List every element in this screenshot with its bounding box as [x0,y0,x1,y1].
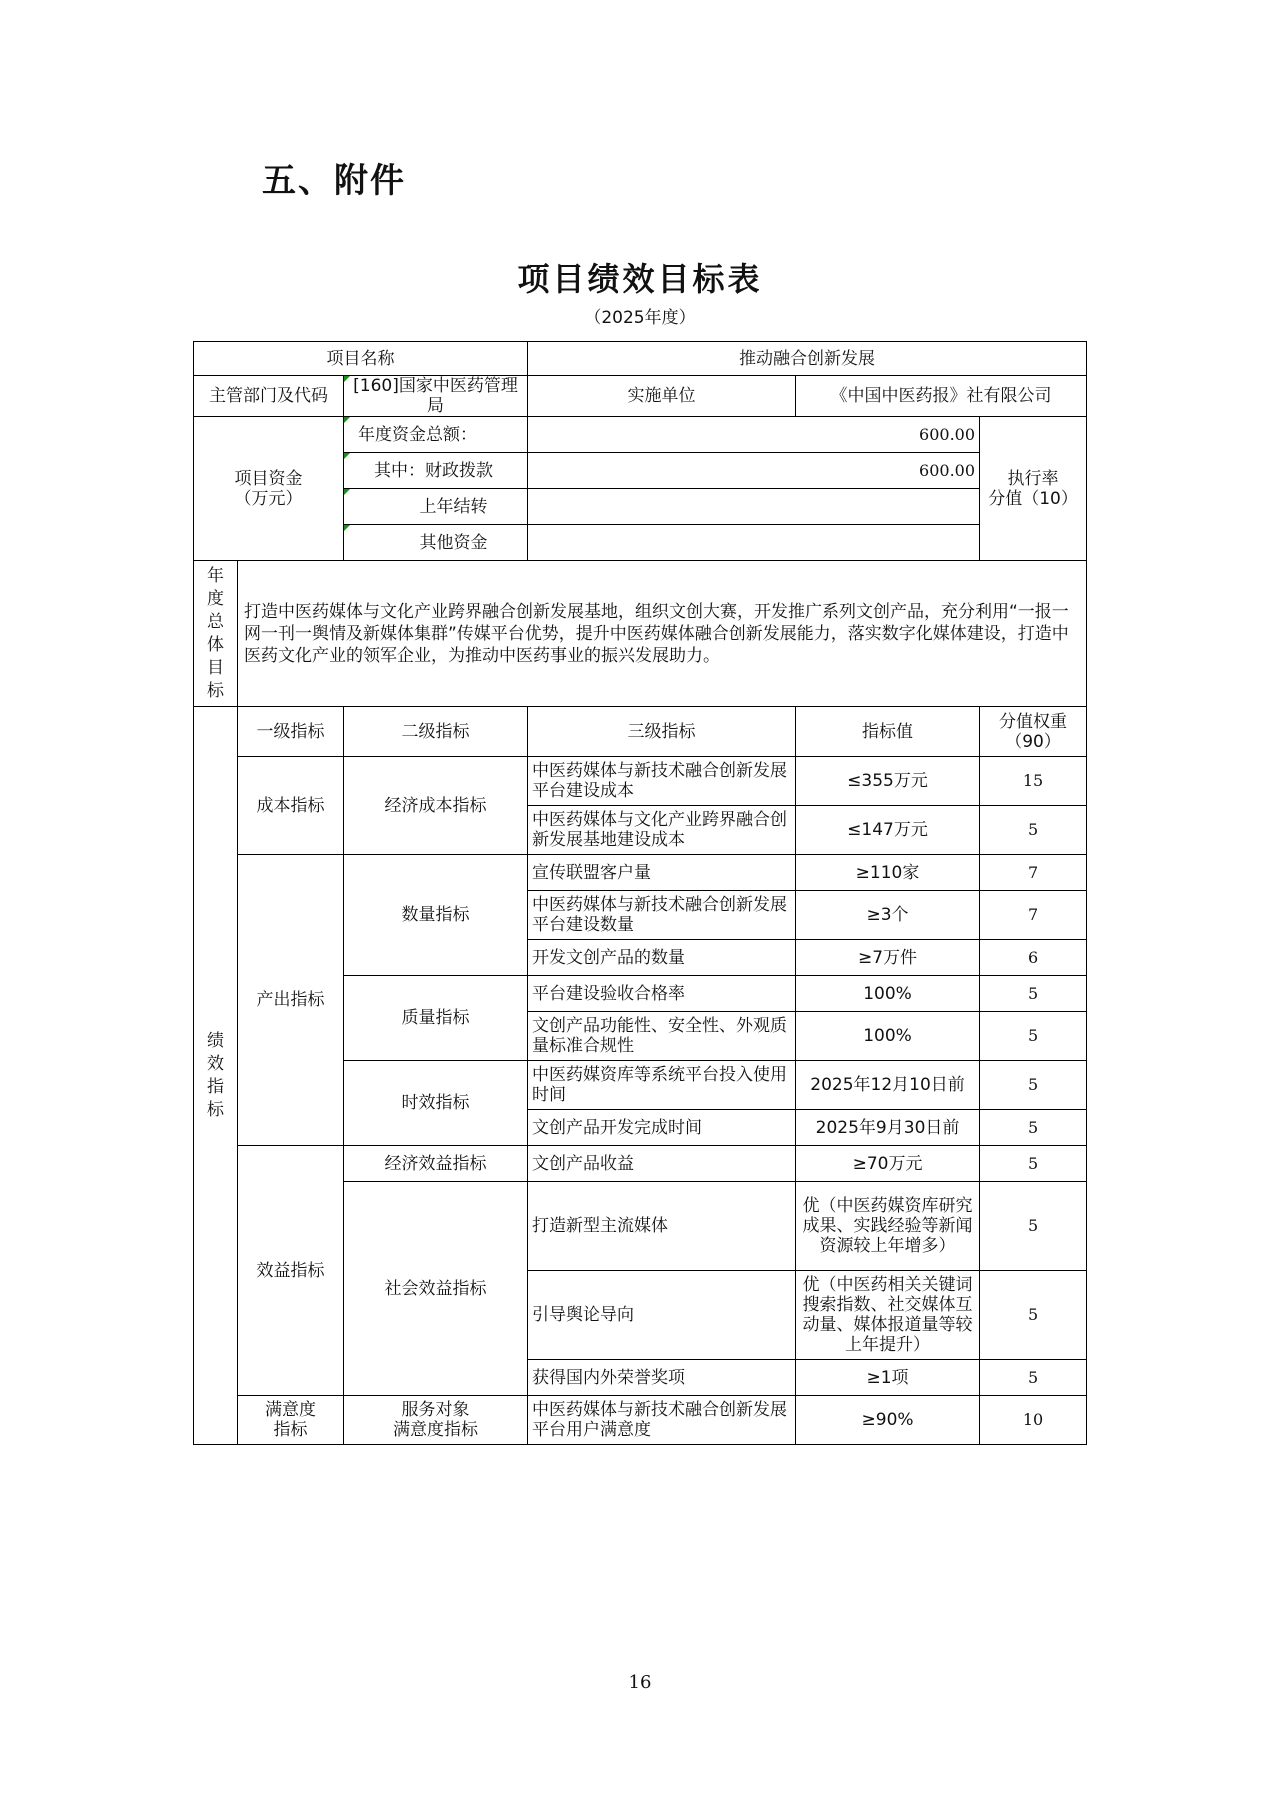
group-cost: 成本指标 [238,757,344,855]
table-row [194,757,1087,806]
header-value: 指标值 [796,707,980,757]
indicator-name: 中医药媒体与新技术融合创新发展平台建设成本 [528,757,796,806]
indicator-score: 15 [980,757,1087,806]
indicator-value: ≥1项 [796,1360,980,1396]
indicator-value: ≥90% [796,1396,980,1445]
group-satisfaction-line2: 指标 [273,1420,308,1440]
indicator-score: 5 [980,1012,1087,1061]
section-heading: 五、附件 [262,161,406,201]
indicator-score: 5 [980,1360,1087,1396]
annual-goal-label-char: 体 [207,634,224,655]
execution-rate-score [980,417,1087,561]
indicator-header-row [194,707,1087,757]
indicator-score: 5 [980,1061,1087,1110]
table-subtitle: （2025年度） [584,308,696,328]
project-name-label: 项目名称 [194,342,528,376]
performance-indicators-char: 绩 [207,1030,224,1051]
indicator-name: 获得国内外荣誉奖项 [528,1360,796,1396]
indicator-name: 开发文创产品的数量 [528,940,796,976]
header-level3: 三级指标 [528,707,796,757]
group-satisfaction [238,1396,344,1445]
indicator-value: ≥70万元 [796,1146,980,1182]
total-funds-value: 600.00 [528,417,980,453]
performance-indicators-char: 指 [207,1076,224,1097]
indicator-score: 7 [980,891,1087,940]
subgroup-quality: 质量指标 [344,976,528,1061]
indicator-value: 2025年9月30日前 [796,1110,980,1146]
group-benefit: 效益指标 [238,1146,344,1396]
indicator-score: 5 [980,1146,1087,1182]
indicator-value: ≥3个 [796,891,980,940]
indicator-value: 100% [796,1012,980,1061]
implementing-unit-value: 《中国中医药报》社有限公司 [796,376,1087,417]
indicator-name: 宣传联盟客户量 [528,855,796,891]
subgroup-service-line1: 服务对象 [401,1400,470,1420]
implementing-unit-label: 实施单位 [528,376,796,417]
department-value: [160]国家中医药管理局 [344,376,528,417]
indicator-value: 2025年12月10日前 [796,1061,980,1110]
indicator-value: ≤147万元 [796,806,980,855]
other-funds-value [528,525,980,561]
subgroup-quantity: 数量指标 [344,855,528,976]
indicator-value: 优（中医药媒资库研究成果、实践经验等新闻资源较上年增多） [796,1182,980,1271]
indicator-name: 中医药媒资库等系统平台投入使用时间 [528,1061,796,1110]
subgroup-service-line2: 满意度指标 [393,1420,479,1440]
page-number: 16 [628,1672,652,1693]
project-name-value: 推动融合创新发展 [528,342,1087,376]
performance-target-table [193,341,1087,1445]
header-weight-line1: 分值权重 [999,711,1068,732]
indicator-name: 打造新型主流媒体 [528,1182,796,1271]
header-weight [980,707,1087,757]
subgroup-timeliness: 时效指标 [344,1061,528,1146]
department-row [194,376,1087,417]
indicator-score: 10 [980,1396,1087,1445]
header-level1: 一级指标 [238,707,344,757]
indicator-score: 5 [980,806,1087,855]
subgroup-economic-cost: 经济成本指标 [344,757,528,855]
indicator-name: 文创产品开发完成时间 [528,1110,796,1146]
indicator-name: 引导舆论导向 [528,1271,796,1360]
subgroup-economic-benefit: 经济效益指标 [344,1146,528,1182]
table-title: 项目绩效目标表 [517,260,763,298]
performance-indicators-label [194,707,238,1445]
indicator-name: 中医药媒体与新技术融合创新发展平台用户满意度 [528,1396,796,1445]
project-funds-label-line1: 项目资金 [234,468,303,489]
project-funds-label-line2: （万元） [234,488,303,509]
execution-rate-points: 分值（10） [988,488,1078,509]
indicator-value: ≥7万件 [796,940,980,976]
project-funds-label [194,417,344,561]
table-row [194,1396,1087,1445]
carryover-value [528,489,980,525]
indicator-score: 5 [980,1110,1087,1146]
indicator-name: 中医药媒体与新技术融合创新发展平台建设数量 [528,891,796,940]
indicator-score: 6 [980,940,1087,976]
indicator-value: 100% [796,976,980,1012]
annual-goal-row [194,561,1087,707]
indicator-value: 优（中医药相关关键词搜索指数、社交媒体互动量、媒体报道量等较上年提升） [796,1271,980,1360]
indicator-score: 5 [980,976,1087,1012]
indicator-score: 5 [980,1182,1087,1271]
execution-rate-label: 执行率 [1007,468,1059,489]
department-label: 主管部门及代码 [194,376,344,417]
header-weight-line2: （90） [1005,731,1061,752]
header-level2: 二级指标 [344,707,528,757]
indicator-value: ≤355万元 [796,757,980,806]
performance-indicators-char: 标 [207,1099,224,1120]
indicator-value: ≥110家 [796,855,980,891]
group-satisfaction-line1: 满意度 [265,1400,316,1420]
performance-indicators-char: 效 [207,1053,224,1074]
annual-goal-label-char: 总 [207,611,224,632]
annual-goal-label [194,561,238,707]
subgroup-service-satisfaction [344,1396,528,1445]
annual-goal-label-char: 年 [207,565,224,586]
table-row [194,1146,1087,1182]
indicator-score: 5 [980,1271,1087,1360]
annual-goal-label-char: 标 [207,680,224,701]
indicator-name: 平台建设验收合格率 [528,976,796,1012]
subgroup-social-benefit: 社会效益指标 [344,1182,528,1396]
carryover-label: 上年结转 [344,489,528,525]
annual-goal-label-char: 目 [207,657,224,678]
indicator-name: 文创产品功能性、安全性、外观质量标准合规性 [528,1012,796,1061]
table-row [194,855,1087,891]
project-name-row [194,342,1087,376]
fiscal-allocation-label: 其中：财政拨款 [344,453,528,489]
group-output: 产出指标 [238,855,344,1146]
funds-total-row [194,417,1087,453]
annual-goal-text: 打造中医药媒体与文化产业跨界融合创新发展基地，组织文创大赛，开发推广系列文创产品，充分利用“一报一网一刊一舆情及新媒体集群”传媒平台优势，提升中医药媒体融合创新发展能力，落实数字化媒体建设，打造中医药文化产业的领军企业，为推动中医药事业的振兴发展助力。 [238,561,1087,707]
indicator-name: 文创产品收益 [528,1146,796,1182]
indicator-score: 7 [980,855,1087,891]
annual-goal-label-char: 度 [207,588,224,609]
other-funds-label: 其他资金 [344,525,528,561]
indicator-name: 中医药媒体与文化产业跨界融合创新发展基地建设成本 [528,806,796,855]
total-funds-label: 年度资金总额： [344,417,528,453]
fiscal-allocation-value: 600.00 [528,453,980,489]
